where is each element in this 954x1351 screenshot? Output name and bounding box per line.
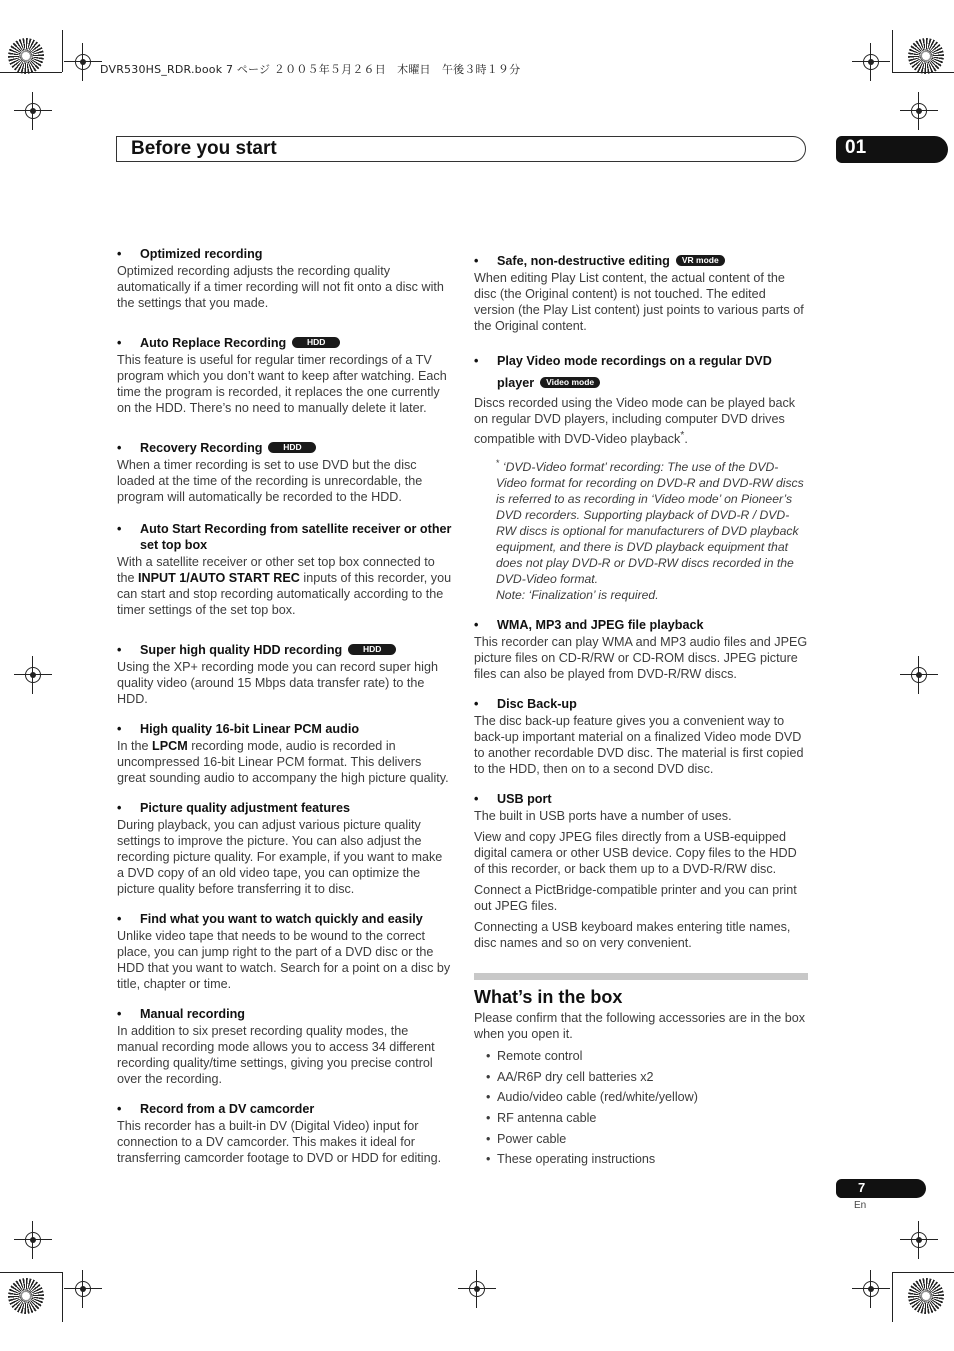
right-column [474,253,808,1172]
feature-title: • Record from a DV camcorder [117,1101,452,1117]
registration-mark-icon [908,1229,930,1251]
feature-item [117,721,452,786]
crop-line [892,1272,893,1322]
feature-body: Using the XP+ recording mode you can record super high quality video (around 15 Mbps data transfer rate) to the HDD. [117,660,438,706]
feature-title: • Find what you want to watch quickly and easily [117,911,452,927]
feature-body: This feature is useful for regular timer recordings of a TV program which you don’t want to keep after watching. Each time the program is recorded, it replaces the one currently on the HDD. There’s no need to manually delete it later. [117,353,447,415]
feature-item [117,440,452,505]
registration-mark-icon [22,100,44,122]
registration-burst-icon [8,38,44,74]
footnote-note: Note: ‘Finalization’ is required. [496,588,659,603]
feature-title: • High quality 16-bit Linear PCM audio [117,721,452,737]
registration-burst-icon [908,1278,944,1314]
feature-body: Unlike video tape that needs to be wound to the correct place, you can jump right to the part of a DVD disc or the HDD that you want to watch. Search for a point on a disc by title, chapter or time. [117,929,451,991]
header-bar [116,136,806,162]
feature-title: • Safe, non-destructive editing VR mode [474,253,808,269]
registration-mark-icon [22,664,44,686]
feature-title: • WMA, MP3 and JPEG file playback [474,617,808,633]
feature-item [474,253,808,334]
feature-body: Optimized recording adjusts the recording quality automatically if a timer recording will not fit onto a disc with the settings that you made. [117,264,444,310]
registration-mark-icon [72,1278,94,1300]
section-intro: Please confirm that the following accessories are in the box when you open it. [474,1011,806,1042]
hdd-badge: HDD [292,337,340,348]
section-title: What’s in the box [474,987,623,1008]
feature-item [474,350,808,603]
crop-line [62,30,63,72]
registration-mark-icon [72,51,94,73]
feature-item [117,335,452,416]
feature-body: During playback, you can adjust various picture quality settings to improve the picture. You can also adjust the recording picture quality. For example, if you want to make a DVD copy of an old video tape, you can optimize the picture quality before transferring it to disc. [117,818,443,896]
list-item: • These operating instructions [486,1151,808,1167]
feature-title: • Recovery Recording HDD [117,440,452,456]
feature-item [117,1101,452,1166]
registration-mark-icon [466,1278,488,1300]
vr-mode-badge: VR mode [676,255,725,266]
feature-body: Discs recorded using the Video mode can be played back on regular DVD players, including computer DVD drives compatible with DVD-Video playback*. [474,396,796,447]
crop-line [0,1272,62,1273]
feature-title: • Auto Replace Recording HDD [117,335,452,351]
feature-body: In addition to six preset recording quality modes, the manual recording mode allows you to access 34 different recording quality/time settings, giving you precise control over the recording. [117,1024,435,1086]
registration-burst-icon [8,1278,44,1314]
list-item: • Power cable [486,1131,808,1147]
list-item: • AA/R6P dry cell batteries x2 [486,1069,808,1085]
feature-title: • Play Video mode recordings on a regular DVD player Video mode [474,350,808,394]
feature-item [117,521,452,618]
registration-burst-icon [908,38,944,74]
feature-item [117,911,452,992]
feature-title: • Auto Start Recording from satellite receiver or other set top box [117,521,452,553]
registration-mark-icon [860,1278,882,1300]
footnote: * ‘DVD-Video format’ recording: The use of the DVD-Video format for recording on DVD-R and DVD-RW discs is referred to as recording in ‘Video mode’ on Pioneer’s DVD recorders. Supporting playback of DVD-R / DVD-RW discs is optional for manufacturers of DVD playback equipment, and there is DVD playback equipment that does not play DVD-R or DVD-RW discs recorded in the DVD-Video format. Note: ‘Finalization’ is required. [496,458,804,603]
video-mode-badge: Video mode [540,377,600,388]
list-item: • Remote control [486,1048,808,1064]
left-column [117,246,452,1180]
crop-line [892,30,893,72]
print-info: DVR530HS_RDR.book 7 ページ ２００５年５月２６日 木曜日 午後３時１９分 [100,63,521,76]
feature-item [117,246,452,311]
registration-mark-icon [22,1229,44,1251]
page-title: Before you start [131,138,277,159]
section-divider [474,973,808,980]
list-item: • RF antenna cable [486,1110,808,1126]
crop-line [62,1272,63,1322]
page-language: En [854,1200,867,1211]
feature-body: When editing Play List content, the actual content of the disc (the Original content) is not touched. The edited version (the Play List content) just points to various parts of the Original content. [474,271,804,333]
page-number: 7 [858,1180,866,1195]
accessory-list [474,1048,808,1167]
hdd-badge: HDD [348,644,396,655]
feature-item [474,617,808,682]
feature-title: • Picture quality adjustment features [117,800,452,816]
crop-line [0,72,62,73]
feature-body: The disc back-up feature gives you a convenient way to back-up important material on a finalized Video mode DVD to another recordable DVD disc. The material is first copied to the HDD, then on to a second DVD disc. [474,714,804,777]
feature-title: • USB port [474,791,808,807]
feature-item [117,642,452,707]
feature-body: This recorder can play WMA and MP3 audio files and JPEG picture files on CD-R/RW or CD-ROM discs. JPEG picture files can also be played from DVD-R/RW discs. [474,635,808,682]
feature-item [117,800,452,897]
registration-mark-icon [860,51,882,73]
crop-line [892,72,954,73]
feature-body: This recorder has a built-in DV (Digital Video) input for connection to a DV camcorder. This makes it ideal for transferring camcorder footage to DVD or HDD for editing. [117,1119,442,1165]
feature-body: When a timer recording is set to use DVD but the disc loaded at the time of the recording is unrecordable, the program will automatically be recorded to the HDD. [117,458,423,504]
registration-mark-icon [908,100,930,122]
feature-item [474,791,808,951]
page-number-tab [836,1179,926,1198]
feature-body: The built in USB ports have a number of uses. View and copy JPEG files directly from a USB-equipped digital camera or other USB device. Copy files to the HDD of this recorder, or back them up to a DVD-R/RW disc. Connect a PictBridge-compatible printer and you can print out JPEG files. Connecting a USB keyboard makes entering title names, disc names and so on very convenient. [474,809,797,951]
feature-title: • Manual recording [117,1006,452,1022]
registration-mark-icon [908,664,930,686]
feature-body: With a satellite receiver or other set top box connected to the INPUT 1/AUTO START REC inputs of this recorder, you can start and stop recording automatically according to the timer settings of the set top box. [117,555,452,617]
feature-title: • Disc Back-up [474,696,808,712]
feature-title: • Super high quality HDD recording HDD [117,642,452,658]
feature-item [117,1006,452,1087]
feature-title: • Optimized recording [117,246,452,262]
chapter-tab [836,136,948,163]
hdd-badge: HDD [268,442,316,453]
chapter-number: 01 [845,137,867,158]
feature-body: In the LPCM recording mode, audio is recorded in uncompressed 16-bit Linear PCM format. This delivers great sounding audio to accompany the high picture quality. [117,739,449,785]
feature-item [474,696,808,777]
crop-line [892,1272,954,1273]
list-item: • Audio/video cable (red/white/yellow) [486,1089,808,1105]
